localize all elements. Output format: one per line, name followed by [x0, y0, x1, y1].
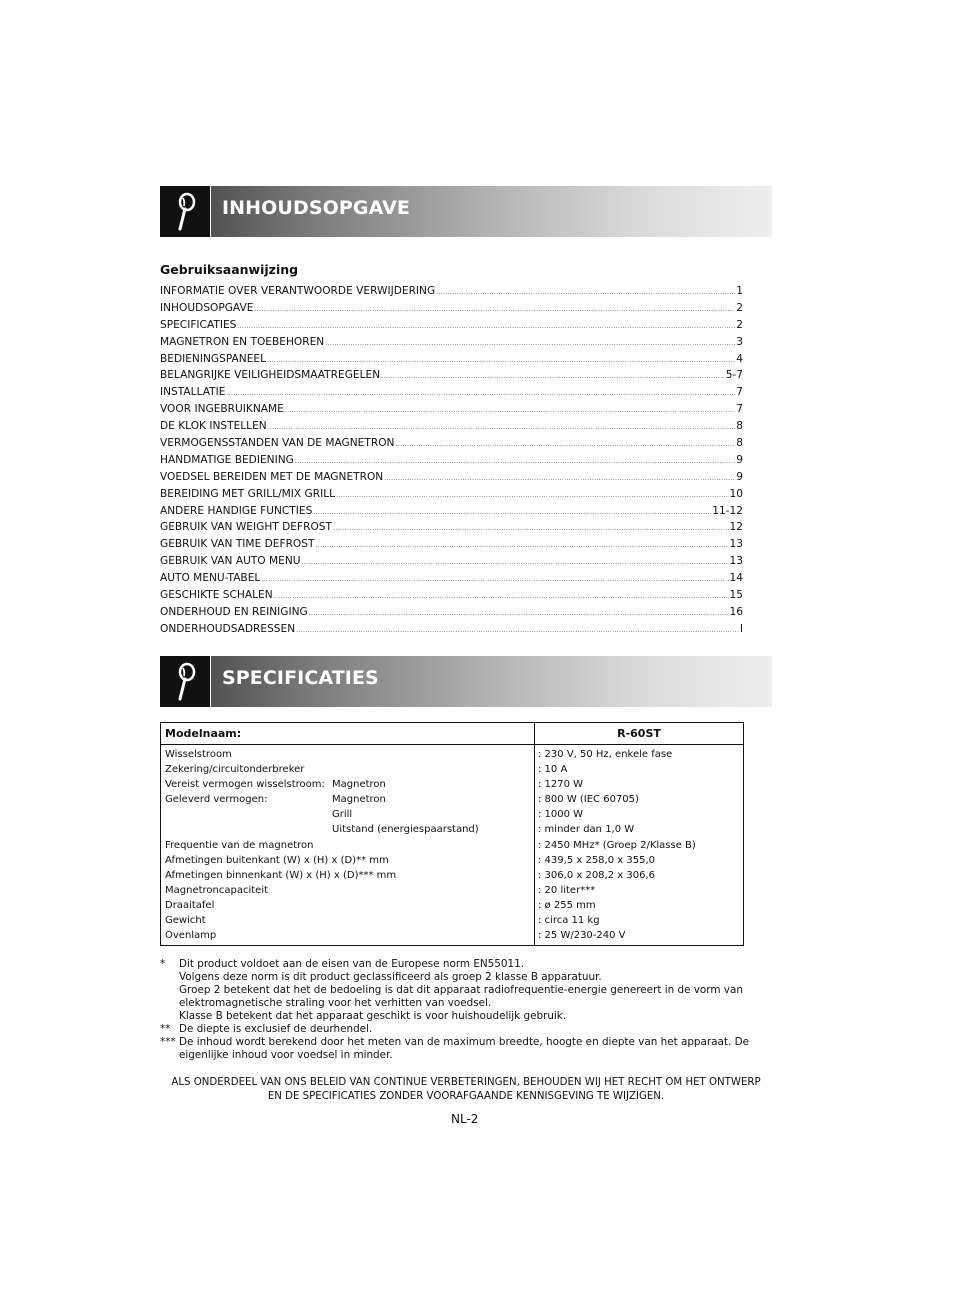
toc-dot-leader: [302, 555, 729, 567]
spec-label: Afmetingen buitenkant (W) x (H) x (D)** mm: [165, 854, 389, 866]
toc-dot-leader: [381, 369, 725, 381]
spec-labels-column: [161, 745, 535, 945]
toc-entry-page: 8: [736, 420, 743, 433]
spec-value: : 20 liter***: [538, 884, 596, 896]
toc-entry: [160, 471, 743, 488]
disclaimer-line: EN DE SPECIFICATIES ZONDER VOORAFGAANDE KENNISGEVING TE WIJZIGEN.: [267, 1091, 665, 1102]
toc-dot-leader: [274, 589, 729, 601]
spec-value: : 1270 W: [538, 779, 584, 791]
toc-dot-leader: [267, 353, 735, 365]
toc-entry-label: BEDIENINGSPANEEL: [160, 352, 267, 365]
toc-entry-label: VERMOGENSSTANDEN VAN DE MAGNETRON: [160, 437, 395, 450]
toc-entry: [160, 420, 743, 437]
toc-entry: [160, 454, 743, 471]
spec-row-label: [165, 822, 530, 837]
toc-entry-page: 11-12: [712, 504, 743, 517]
spec-label: Magnetroncapaciteit: [165, 884, 269, 896]
spec-sublabel: Uitstand (energiespaarstand): [332, 824, 479, 836]
microwave-hand-icon: [160, 656, 211, 707]
spec-value: : 25 W/230-240 V: [538, 930, 626, 942]
toc-entry-page: 10: [729, 487, 743, 500]
toc-entry: [160, 606, 743, 623]
section-title: SPECIFICATIES: [222, 667, 379, 689]
toc-dot-leader: [436, 285, 735, 297]
spec-row-label: [165, 747, 530, 762]
spec-row-label: [165, 792, 530, 807]
spec-value: : 800 W (IEC 60705): [538, 794, 639, 806]
footnote: [160, 1036, 760, 1062]
disclaimer-line: ALS ONDERDEEL VAN ONS BELEID VAN CONTINUE VERBETERINGEN, BEHOUDEN WIJ HET RECHT OM HET ONTWERP: [171, 1077, 761, 1088]
microwave-hand-icon: [160, 186, 211, 237]
toc-entry: [160, 285, 743, 302]
toc-entry-page: 4: [736, 352, 743, 365]
toc-entry-page: 13: [729, 538, 743, 551]
spec-value: : 2450 MHz* (Groep 2/Klasse B): [538, 839, 696, 851]
toc-dot-leader: [226, 386, 735, 398]
spec-value: : 10 A: [538, 764, 568, 776]
toc-entry: [160, 572, 743, 589]
toc-entry: [160, 555, 743, 572]
footnote-line: Groep 2 betekent dat het de bedoeling is dat dit apparaat radiofrequentie-energie genereert in de vorm van: [179, 984, 743, 996]
toc-dot-leader: [313, 505, 711, 517]
toc-entry-label: VOEDSEL BEREIDEN MET DE MAGNETRON: [160, 470, 384, 483]
toc-entry-page: 5-7: [725, 369, 743, 382]
spec-label: Zekering/circuitonderbreker: [165, 764, 305, 776]
toc-entry-label: BEREIDING MET GRILL/MIX GRILL: [160, 487, 336, 500]
spec-value: : 230 V, 50 Hz, enkele fase: [538, 749, 673, 760]
spec-row-label: [165, 868, 530, 883]
toc-dot-leader: [261, 572, 728, 584]
spec-label: Gewicht: [165, 915, 206, 927]
toc-entry: [160, 353, 743, 370]
spec-label: Afmetingen binnenkant (W) x (H) x (D)*** mm: [165, 869, 397, 881]
toc-entry: [160, 521, 743, 538]
toc-entry-page: 15: [729, 589, 743, 602]
footnote-marker: **: [160, 1023, 171, 1035]
footnote: [160, 1023, 760, 1036]
toc-entry: [160, 319, 743, 336]
toc-entry-label: VOOR INGEBRUIKNAME: [160, 403, 284, 416]
toc-entry-page: 9: [736, 470, 743, 483]
toc-entry-page: 9: [736, 453, 743, 466]
footnotes: [160, 958, 760, 1062]
footnote: [160, 958, 760, 1023]
toc-entry-page: 3: [736, 335, 743, 348]
toc-entry-page: 2: [736, 318, 743, 331]
spec-value: : ø 255 mm: [538, 899, 596, 911]
toc-dot-leader: [333, 521, 729, 533]
toc-entry: [160, 488, 743, 505]
footnote-line: Volgens deze norm is dit product geclassificeerd als groep 2 klasse B apparatuur.: [179, 971, 602, 983]
spec-label: Wisselstroom: [165, 749, 232, 760]
spec-row-label: [165, 898, 530, 913]
toc-entry-label: INHOUDSOPGAVE: [160, 301, 254, 314]
toc-entry: [160, 403, 743, 420]
spec-value: : 306,0 x 208,2 x 306,6: [538, 869, 655, 881]
spec-row-label: [165, 838, 530, 853]
toc-dot-leader: [268, 420, 736, 432]
section-banner-inhoudsopgave: [160, 186, 772, 237]
toc-entry: [160, 589, 743, 606]
toc-entry-page: 8: [736, 437, 743, 450]
toc-entry-label: HANDMATIGE BEDIENING: [160, 453, 294, 466]
spec-sublabel: Magnetron: [332, 779, 386, 791]
footnote-line: elektromagnetische straling voor het verhitten van voedsel.: [179, 997, 492, 1009]
toc-dot-leader: [325, 336, 735, 348]
toc-dot-leader: [285, 403, 735, 415]
toc-dot-leader: [295, 454, 735, 466]
spec-value: : minder dan 1,0 W: [538, 824, 635, 836]
toc-dot-leader: [384, 471, 735, 483]
spec-row-label: [165, 853, 530, 868]
toc-entry-label: ANDERE HANDIGE FUNCTIES: [160, 504, 313, 517]
spec-row-label: [165, 807, 530, 822]
toc-entry-label: BELANGRIJKE VEILIGHEIDSMAATREGELEN: [160, 369, 381, 382]
footnote-line: Dit product voldoet aan de eisen van de Europese norm EN55011.: [179, 958, 525, 970]
toc-entry-page: 13: [729, 555, 743, 568]
toc-entry-label: GEBRUIK VAN WEIGHT DEFROST: [160, 521, 332, 534]
toc-entry-label: GEBRUIK VAN AUTO MENU: [160, 555, 301, 568]
spec-label: Draaitafel: [165, 899, 215, 911]
toc-entry-page: 2: [736, 301, 743, 314]
toc-entry-label: ONDERHOUDSADRESSEN: [160, 622, 296, 635]
footnote-line: Klasse B betekent dat het apparaat geschikt is voor huishoudelijk gebruik.: [179, 1010, 567, 1022]
spec-row-label: [165, 928, 530, 943]
section-title: INHOUDSOPGAVE: [222, 197, 410, 219]
toc-dot-leader: [237, 319, 735, 331]
toc-entry-label: MAGNETRON EN TOEBEHOREN: [160, 335, 325, 348]
toc-entry-page: 7: [736, 386, 743, 399]
spec-row-label: [165, 883, 530, 898]
toc-heading: Gebruiksaanwijzing: [160, 262, 299, 277]
section-banner-specificaties: [160, 656, 772, 707]
toc-entry: [160, 623, 743, 640]
toc-dot-leader: [296, 623, 739, 635]
spec-table-header: [161, 723, 743, 745]
toc-entry-page: 12: [729, 521, 743, 534]
toc-dot-leader: [315, 538, 728, 550]
toc-entry-page: I: [739, 622, 743, 635]
toc-dot-leader: [395, 437, 735, 449]
table-of-contents: [160, 285, 743, 640]
toc-entry: [160, 336, 743, 353]
spec-value: : 1000 W: [538, 809, 584, 821]
toc-entry-page: 7: [736, 403, 743, 416]
spec-label: Geleverd vermogen:: [165, 794, 268, 806]
spec-row-label: [165, 777, 530, 792]
spec-values-column: [535, 745, 743, 945]
toc-entry: [160, 302, 743, 319]
toc-entry-label: INFORMATIE OVER VERANTWOORDE VERWIJDERING: [160, 285, 436, 297]
footnote-marker: *: [160, 958, 166, 970]
spec-label: Frequentie van de magnetron: [165, 839, 314, 851]
toc-entry: [160, 386, 743, 403]
toc-entry-page: 16: [729, 605, 743, 618]
toc-entry-label: AUTO MENU-TABEL: [160, 572, 261, 585]
spec-row-label: [165, 762, 530, 777]
toc-dot-leader: [336, 488, 728, 500]
specification-table: [160, 722, 744, 946]
spec-value: : circa 11 kg: [538, 915, 600, 927]
disclaimer: [160, 1076, 772, 1104]
footnote-line: eigenlijke inhoud voor voedsel in minder.: [179, 1049, 393, 1061]
footnote-marker: ***: [160, 1036, 176, 1048]
toc-entry: [160, 369, 743, 386]
footnote-line: De diepte is exclusief de deurhendel.: [179, 1023, 373, 1035]
spec-header-value: R-60ST: [617, 727, 661, 740]
spec-row-label: [165, 913, 530, 928]
toc-dot-leader: [309, 606, 729, 618]
toc-entry-label: ONDERHOUD EN REINIGING: [160, 605, 308, 618]
toc-entry: [160, 505, 743, 522]
toc-entry: [160, 538, 743, 555]
spec-value: : 439,5 x 258,0 x 355,0: [538, 854, 655, 866]
toc-entry-page: 14: [729, 572, 743, 585]
toc-entry-label: DE KLOK INSTELLEN: [160, 420, 267, 433]
page-number: NL-2: [451, 1112, 479, 1126]
toc-entry: [160, 437, 743, 454]
spec-sublabel: Magnetron: [332, 794, 386, 806]
toc-entry-page: 1: [736, 285, 743, 297]
spec-sublabel: Grill: [332, 809, 353, 821]
spec-header-label: Modelnaam:: [161, 723, 535, 744]
toc-entry-label: INSTALLATIE: [160, 386, 226, 399]
toc-dot-leader: [254, 302, 735, 314]
toc-entry-label: GEBRUIK VAN TIME DEFROST: [160, 538, 315, 551]
spec-label: Ovenlamp: [165, 930, 217, 942]
footnote-line: De inhoud wordt berekend door het meten van de maximum breedte, hoogte en diepte van het apparaat. De: [179, 1036, 749, 1048]
toc-entry-label: SPECIFICATIES: [160, 318, 237, 331]
toc-entry-label: GESCHIKTE SCHALEN: [160, 589, 273, 602]
spec-label: Vereist vermogen wisselstroom:: [165, 779, 325, 791]
